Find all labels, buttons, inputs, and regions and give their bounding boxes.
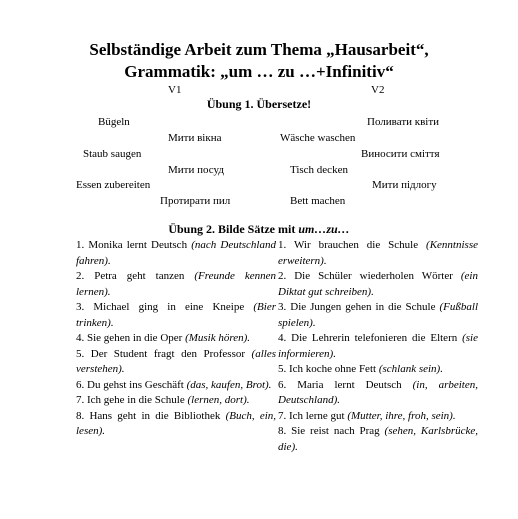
exercise-item — [76, 269, 276, 300]
exercise-item — [76, 347, 276, 378]
exercise-sentence: 7. Ich gehe in die Schule — [76, 394, 188, 406]
exercise-item — [76, 378, 276, 394]
exercise-item — [278, 300, 478, 331]
exercise-sentence: 8. Hans geht in die Bibliothek — [76, 409, 226, 422]
exercise-column-left — [76, 238, 276, 440]
exercise-hint: (Fußball spielen). — [278, 301, 478, 329]
exercise-sentence: 5. Ich koche ohne Fett — [278, 363, 379, 375]
exercise-sentence: 4. Sie gehen in die Oper — [76, 332, 186, 344]
word-item: Wäsche waschen — [280, 132, 356, 144]
exercise-sentence: 8. Sie reist nach Prag — [278, 425, 385, 437]
exercise-hint: (Buch, ein, lesen). — [76, 409, 277, 437]
exercise-sentence: 7. Ich lerne gut — [278, 409, 348, 422]
exercise-hint: (Kenntnisse erweitern). — [278, 239, 478, 267]
word-item: Поливати квіти — [367, 116, 440, 128]
word-item: Мити вікна — [168, 132, 222, 144]
exercise-item — [278, 409, 478, 425]
exercise-sentence: 1. Wir brauchen die Schule — [278, 239, 427, 251]
uebung2-heading-text: Übung 2. Bilde Sätze mit — [168, 222, 299, 236]
exercise-item — [76, 393, 276, 409]
exercise-item — [278, 362, 478, 378]
exercise-item — [76, 331, 276, 347]
exercise-item — [278, 424, 478, 455]
variant-1-label: V1 — [168, 84, 182, 96]
word-item: Мити підлогу — [372, 179, 437, 191]
uebung2-heading — [0, 222, 518, 237]
exercise-sentence: 1. Monika lernt Deutsch — [76, 239, 192, 251]
word-item: Essen zubereiten — [76, 179, 151, 191]
exercise-hint: (in, arbeiten, Deutschland). — [278, 378, 478, 406]
variant-2-label: V2 — [371, 84, 385, 96]
exercise-hint: (schlank sein). — [378, 363, 443, 375]
exercise-item — [76, 409, 276, 440]
exercise-hint: (das, kaufen, Brot). — [186, 378, 272, 391]
title-line-2: Grammatik: „um … zu …+Infinitiv“ — [124, 62, 394, 81]
exercise-sentence: 6. Maria lernt Deutsch — [278, 378, 413, 391]
exercise-hint: (Mutter, ihre, froh, sein). — [347, 409, 456, 422]
word-item: Bügeln — [98, 116, 130, 128]
exercise-hint: (Freunde kennen lernen). — [76, 270, 276, 298]
word-item: Мити посуд — [168, 164, 224, 176]
exercise-hint: (ein Diktat gut schreiben). — [278, 270, 478, 298]
exercise-sentence: 4. Die Lehrerin telefonieren die Eltern — [278, 332, 463, 344]
exercise-hint: (nach Deutschland fahren). — [76, 239, 276, 267]
exercise-hint: (alles verstehen). — [76, 347, 276, 375]
exercise-sentence: 5. Der Student fragt den Professor — [76, 347, 252, 360]
exercise-hint: (lernen, dort). — [187, 394, 250, 406]
exercise-sentence: 2. Petra geht tanzen — [76, 270, 195, 282]
word-item: Виносити сміття — [361, 148, 440, 160]
exercise-item — [278, 238, 478, 269]
word-item: Bett machen — [290, 195, 346, 207]
word-item: Staub saugen — [83, 148, 142, 160]
exercise-hint: (sehen, Karlsbrücke, die). — [278, 425, 478, 453]
uebung1-heading: Übung 1. Übersetze! — [206, 97, 312, 111]
exercise-item — [76, 300, 276, 331]
exercise-item — [278, 269, 478, 300]
exercise-column-right — [278, 238, 478, 455]
exercise-item — [76, 238, 276, 269]
exercise-hint: (Bier trinken). — [76, 301, 276, 329]
exercise-sentence: 2. Die Schüler wiederholen Wörter — [278, 270, 461, 282]
word-item: Tisch decken — [290, 164, 348, 176]
exercise-item — [278, 331, 478, 362]
exercise-item — [278, 378, 478, 409]
exercise-sentence: 6. Du gehst ins Geschäft — [76, 378, 187, 391]
exercise-sentence: 3. Michael ging in eine Kneipe — [76, 301, 254, 313]
uebung2-heading-emphasis: um…zu… — [298, 222, 350, 236]
title-line-1: Selbständige Arbeit zum Thema „Hausarbeit“, — [89, 40, 429, 59]
exercise-hint: (Musik hören). — [185, 332, 251, 344]
word-item: Протирати пил — [160, 195, 231, 207]
exercise-sentence: 3. Die Jungen gehen in die Schule — [278, 301, 440, 313]
exercise-hint: (sie informieren). — [278, 332, 478, 360]
